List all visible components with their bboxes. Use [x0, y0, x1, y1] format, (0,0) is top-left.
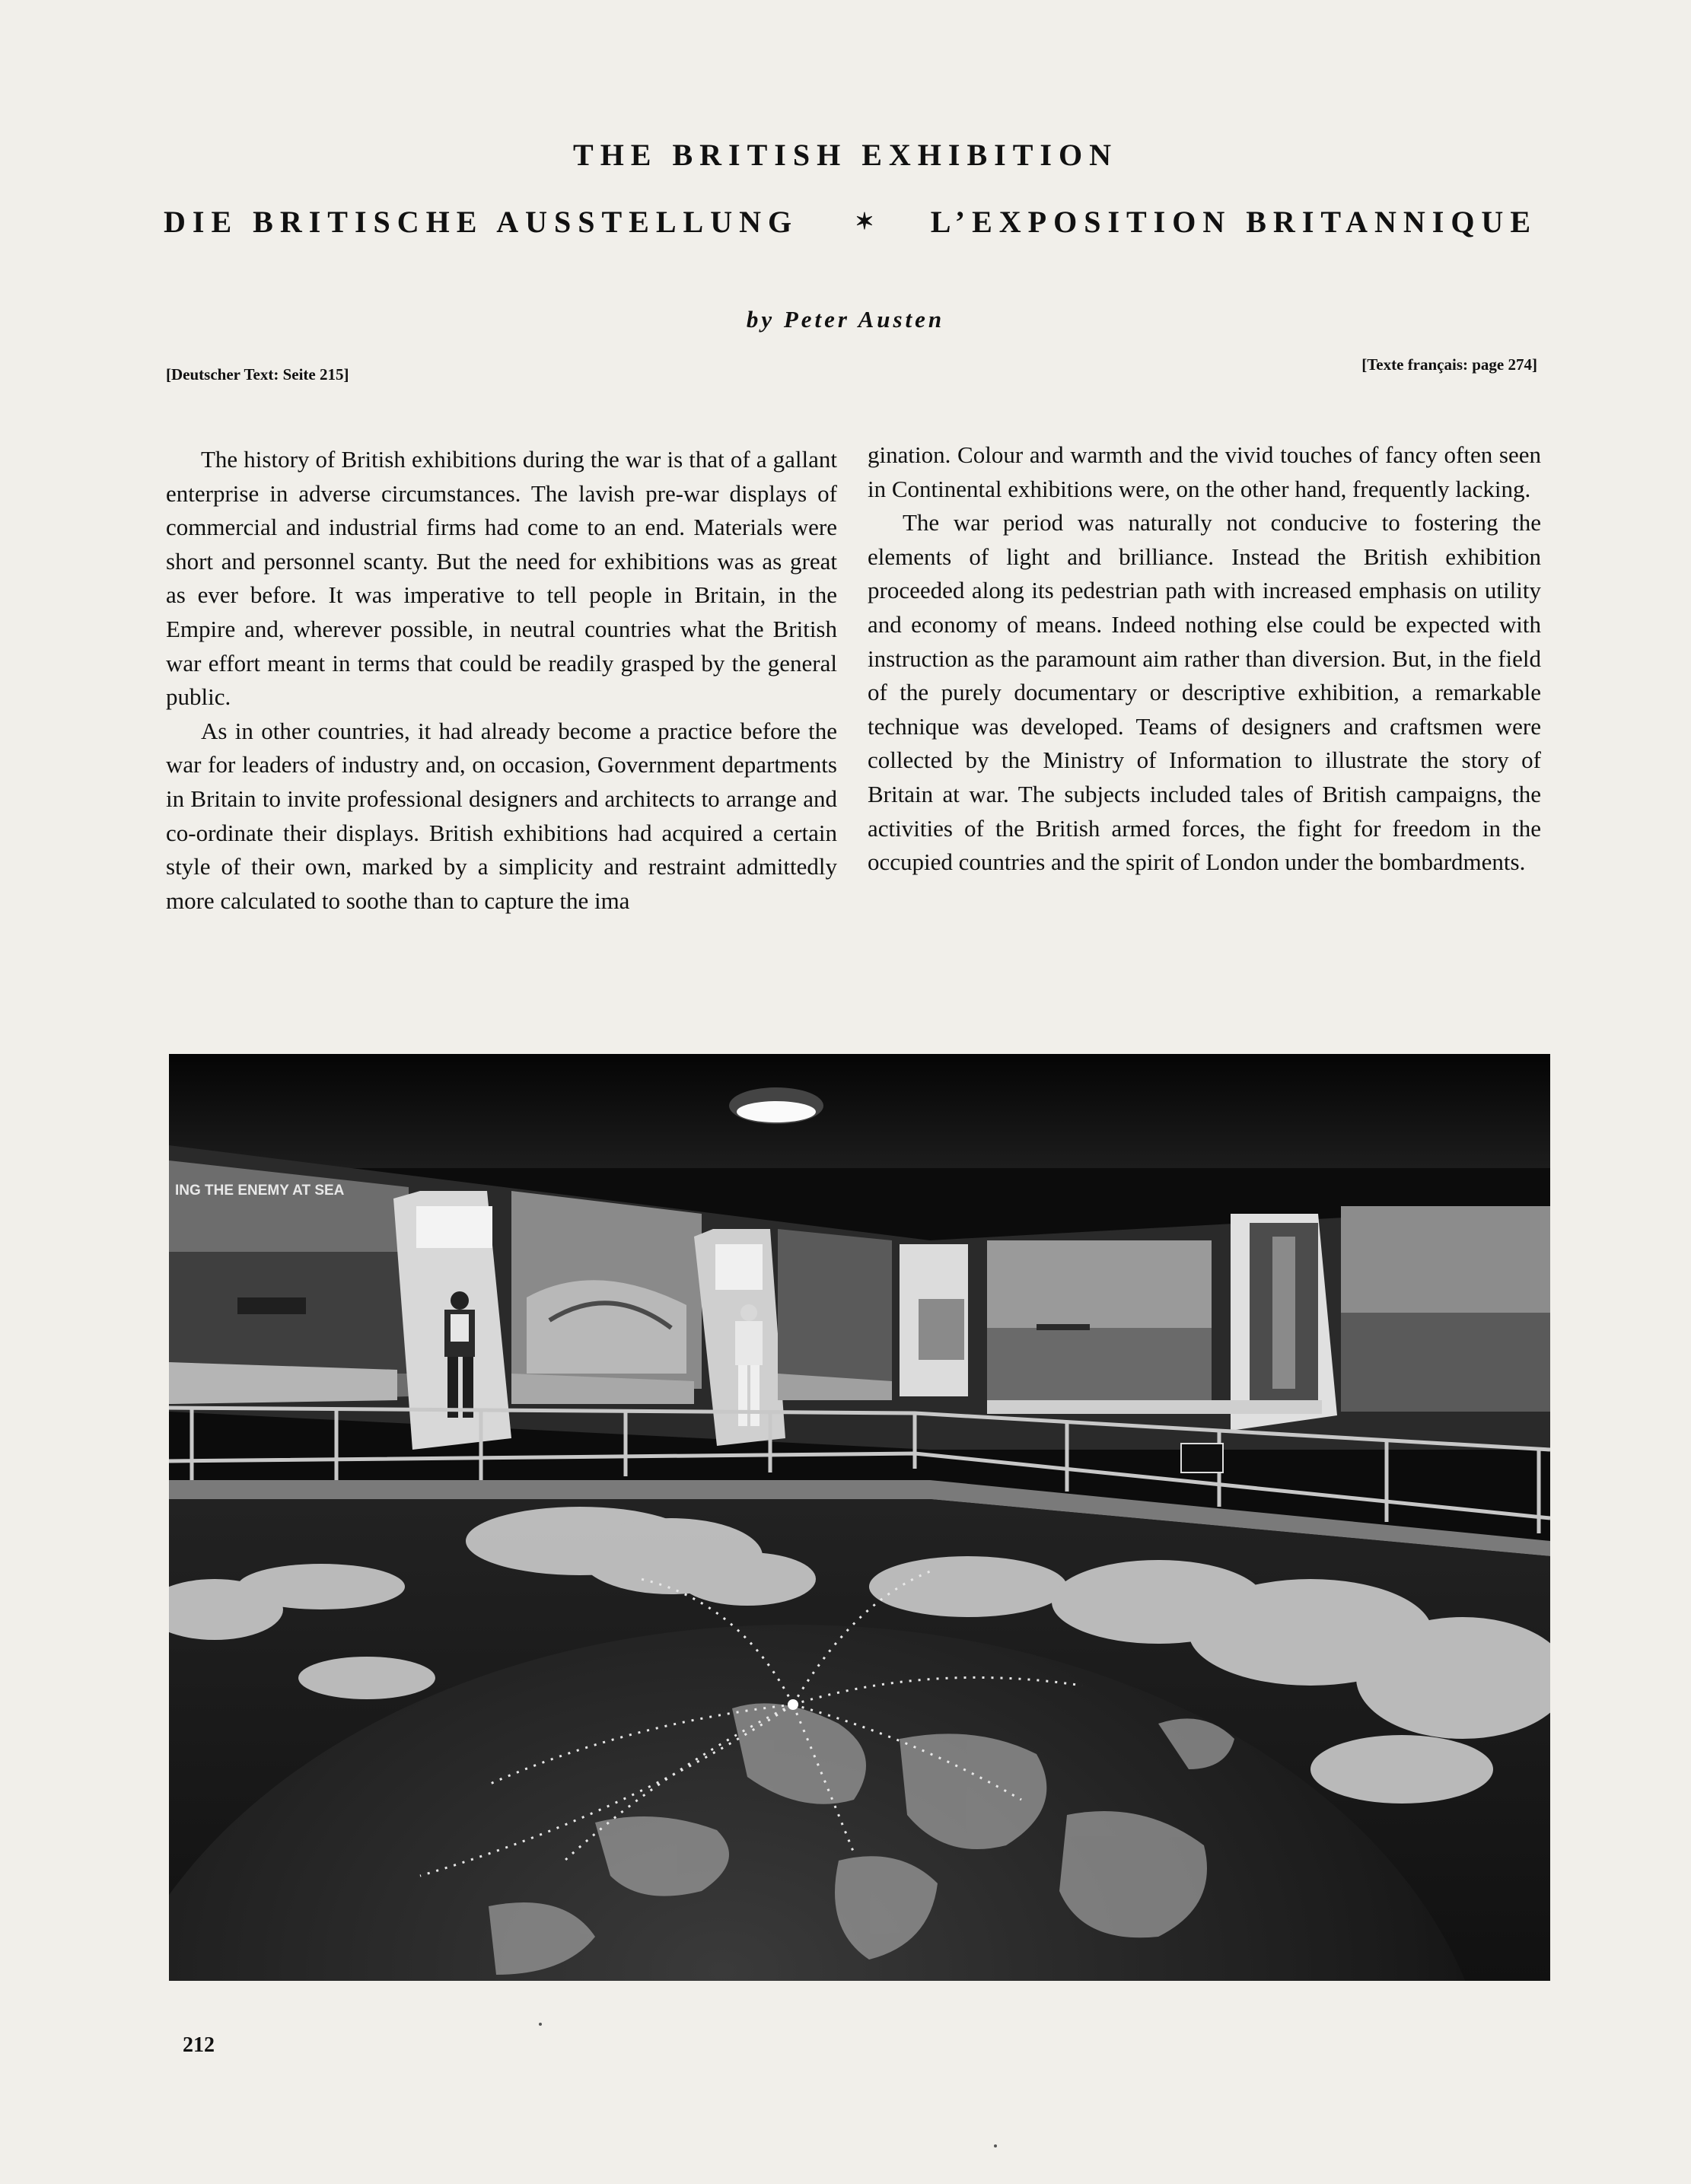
german-text-reference: [Deutscher Text: Seite 215]	[166, 365, 349, 384]
star-separator-icon: ✶	[855, 209, 874, 234]
exhibition-photograph	[169, 1054, 1550, 1981]
paper-speck	[539, 2023, 542, 2026]
lamp-light	[737, 1101, 816, 1122]
subtitle-line	[164, 204, 1537, 240]
small-photo-display	[919, 1299, 964, 1360]
globe-hub-marker	[788, 1699, 798, 1710]
french-text-reference: [Texte français: page 274]	[1361, 355, 1537, 374]
page-title: THE BRITISH EXHIBITION	[573, 138, 1118, 172]
paragraph-3: The war period was naturally not conducive to fostering the elements of light and brilliance. Instead the British exhibition proceeded along its pedestrian path with increased emphasis on utility and economy of means. Indeed nothing else could be expected with instruction as the paramount aim rather than diversion. But, in the field of the purely documentary or descriptive exhibition, a remarkable technique was developed. Teams of designers and craftsmen were collected by the Ministry of Information to illustrate the story of Britain at war. The subjects included tales of British campaigns, the activities of the British armed forces, the fight for freedom in the occupied countries and the spirit of London under the bombardments.	[868, 509, 1541, 876]
panel-coast	[778, 1229, 892, 1389]
article-column-right	[868, 438, 1541, 880]
paragraph-2-continued: gination. Colour and warmth and the vivid touches of fancy often seen in Continental exhibitions were, on the other hand, frequently lacking.	[868, 441, 1541, 502]
panel-banner-text: ING THE ENEMY AT SEA	[175, 1183, 345, 1199]
paper-speck	[994, 2144, 997, 2147]
paragraph-1: The history of British exhibitions during the war is that of a gallant enterprise in adverse circumstances. The lavish pre-war displays of commercial and industrial firms had come to an end. Materials were short and personnel scanty. But the need for exhibitions was as great as ever before. It was imperative to tell people in Britain, in the Empire and, wherever possible, in neutral countries what the British war effort meant in terms that could be readily grasped by the general public.	[166, 446, 837, 711]
article-column-left	[166, 443, 837, 918]
author-byline: by Peter Austen	[746, 306, 945, 333]
railing-sign	[1181, 1444, 1223, 1472]
model-ship-case	[987, 1400, 1322, 1414]
paragraph-2: As in other countries, it had already become a practice before the war for leaders of industry and, on occasion, Government departments in Britain to invite professional designers and architects to arrange and co-ordinate their displays. British exhibitions had acquired a certain style of their own, marked by a simplicity and restraint admittedly more calculated to soothe than to capture the ima	[166, 717, 837, 914]
subtitle-french: L’EXPOSITION BRITANNIQUE	[930, 205, 1537, 239]
subtitle-german: DIE BRITISCHE AUSSTELLUNG	[164, 205, 799, 239]
ceiling	[169, 1054, 1550, 1168]
exhibition-hall-illustration	[169, 1054, 1550, 1981]
page-number: 212	[183, 2033, 215, 2057]
